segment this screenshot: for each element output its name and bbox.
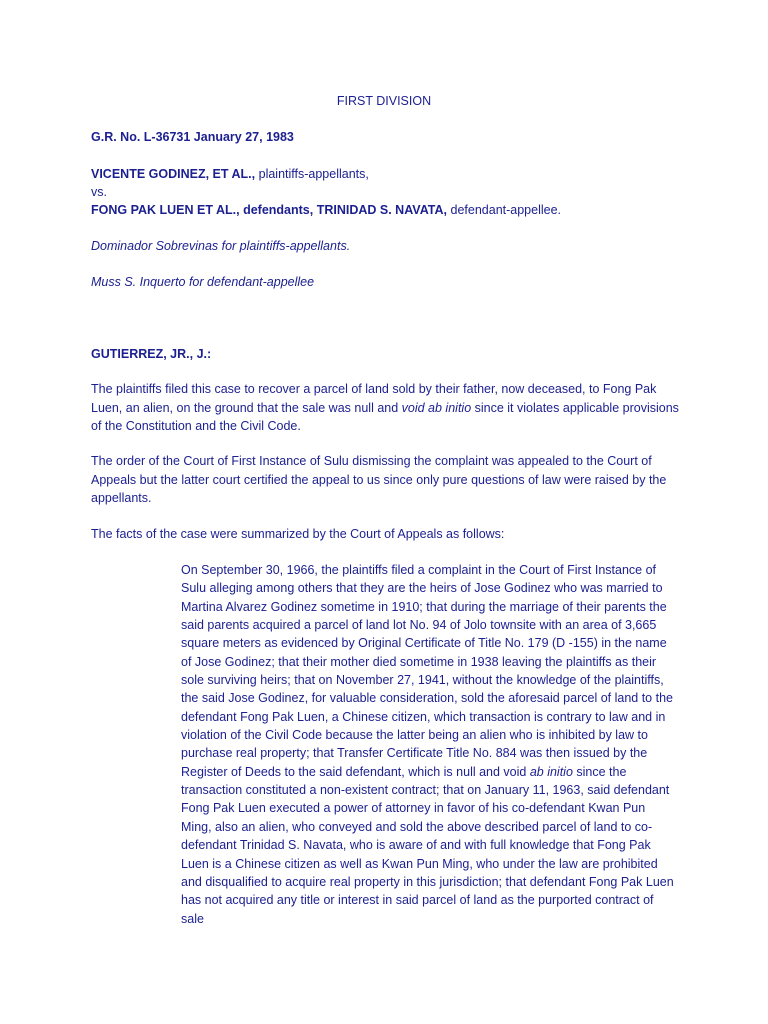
paragraph-intro-italic: void ab initio: [401, 400, 472, 415]
appellants-role: plaintiffs-appellants,: [255, 167, 369, 181]
paragraph-facts-intro: The facts of the case were summarized by the Court of Appeals as follows:: [91, 527, 505, 541]
versus-label: vs.: [91, 185, 107, 199]
counsel-appellee: Muss S. Inquerto for defendant-appellee: [91, 275, 315, 289]
paragraph-intro-after: since it violates applicable provisions of the Constitution and the Civil Code.: [91, 400, 679, 434]
paragraph-appeal: The order of the Court of First Instance of Sulu dismissing the complaint was appealed to the Court of Appeals but the latter court certified the appeal to us since only pure questions of law were raised by the appellants.: [91, 454, 667, 506]
appellees-role: defendant-appellee.: [447, 203, 562, 217]
division-heading: FIRST DIVISION: [336, 94, 432, 108]
quotation-after: since the transaction constituted a non-existent contract; that on January 11, 1963, said defendant Fong Pak Luen executed a power of attorney in favor of his co-defendant Kwan Pun Ming, also an alien, who conveyed and sold the above described parcel of land to co-defendant Trinidad S. Navata, who is aware of and with full knowledge that Fong Pak Luen is a Chinese citizen as well as Kwan Pun Ming, who under the law are prohibited and disqualified to acquire real property in this jurisdiction; that defendant Fong Pak Luen has not acquired any title or interest in said parcel of land as the purported contract of sale: [181, 764, 674, 926]
quotation-italic: ab initio: [529, 764, 573, 779]
counsel-appellants: Dominador Sobrevinas for plaintiffs-appellants.: [91, 239, 351, 253]
block-quotation: [181, 561, 677, 928]
ponente-heading: GUTIERREZ, JR., J.:: [91, 347, 212, 361]
paragraph-intro: [91, 380, 681, 436]
appellants-name: VICENTE GODINEZ, ET AL.,: [91, 167, 256, 181]
case-number: G.R. No. L-36731 January 27, 1983: [91, 130, 294, 144]
appellees-name: FONG PAK LUEN ET AL., defendants, TRINIDAD S. NAVATA,: [91, 203, 448, 217]
appellants-line: [91, 165, 681, 184]
quotation-before: On September 30, 1966, the plaintiffs filed a complaint in the Court of First Instance of Sulu alleging among others that they are the heirs of Jose Godinez who was married to Martina Alvarez Godinez sometime in 1910; that during the marriage of their parents the said parents acquired a parcel of land lot No. 94 of Jolo townsite with an area of 3,665 square meters as evidenced by Original Certificate of Title No. 179 (D -155) in the name of Jose Godinez; that their mother died sometime in 1938 leaving the plaintiffs as their sole surviving heirs; that on November 27, 1941, without the knowledge of the plaintiffs, the said Jose Godinez, for valuable consideration, sold the aforesaid parcel of land to the defendant Fong Pak Luen, a Chinese citizen, which transaction is contrary to law and in violation of the Civil Code because the latter being an alien who is inhibited by law to purchase real property; that Transfer Certificate Title No. 884 was then issued by the Register of Deeds to the said defendant, which is null and void: [181, 563, 673, 779]
paragraph-intro-before: The plaintiffs filed this case to recover a parcel of land sold by their father, now deceased, to Fong Pak Luen, an alien, on the ground that the sale was null and: [91, 382, 657, 415]
appellees-line: [91, 201, 681, 220]
